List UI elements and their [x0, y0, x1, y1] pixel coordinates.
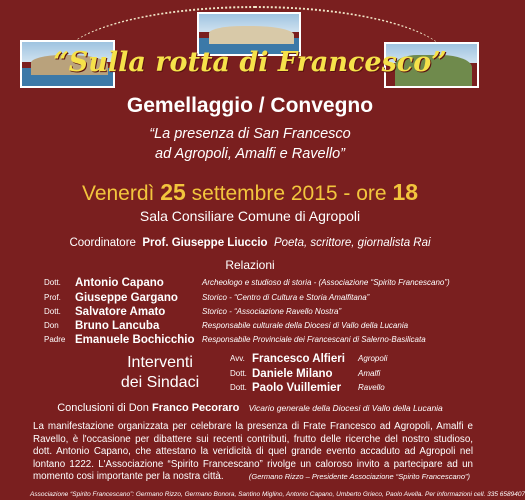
speaker-title: Prof.: [44, 293, 61, 302]
mayor-row: [230, 353, 490, 367]
interventi-heading-line-2: dei Sindaci: [120, 374, 200, 391]
date-month-year: settembre 2015 - ore: [191, 182, 387, 205]
speaker-role: Storico - “Associazione Ravello Nostra”: [202, 307, 342, 316]
mayor-town: Amalfi: [358, 369, 381, 378]
speaker-row: [0, 334, 500, 348]
speaker-row: [0, 292, 500, 306]
signature: (Germano Rizzo – Presidente Associazione “Spirito Francescano”): [248, 472, 470, 481]
relazioni-heading: Relazioni: [225, 258, 275, 272]
speaker-title: Dott.: [44, 307, 61, 316]
coordinator-label: Coordinatore: [69, 237, 136, 249]
date-day-name: Venerdì: [81, 182, 155, 205]
speaker-title: Don: [44, 321, 59, 330]
speaker-name: Salvatore Amato: [75, 306, 166, 318]
mayor-row: [230, 368, 490, 382]
footer-credits: Associazione “Spirito Francescano”: Germano Rizzo, Germano Bonora, Santino Miglino, Antonio Capano, Umberto Grieco, Paolo Avella. Per informazioni cell. 335 6589407: [30, 491, 525, 498]
date-hour: 18: [392, 179, 419, 205]
speaker-row: [0, 277, 500, 291]
speaker-name: Antonio Capano: [75, 277, 164, 289]
speaker-name: Bruno Lancuba: [75, 320, 160, 332]
speaker-title: Padre: [44, 335, 66, 344]
event-title: “Sulla rotta di Francesco”: [53, 47, 447, 78]
mayor-town: Ravello: [358, 383, 385, 392]
speaker-row: [0, 320, 500, 334]
speaker-role: Archeologo e studioso di storia - (Associazione “Spirito Francescano”): [202, 278, 450, 287]
speaker-role: Storico - “Centro di Cultura e Storia Amalfitana”: [202, 293, 370, 302]
speaker-role: Responsabile culturale della Diocesi di Vallo della Lucania: [202, 321, 409, 330]
event-venue: Sala Consiliare Comune di Agropoli: [139, 208, 361, 224]
interventi-heading: [110, 353, 210, 393]
mayor-title: Dott.: [230, 369, 247, 378]
mayor-name: Paolo Vuillemier: [252, 382, 342, 394]
mayor-title: Avv.: [230, 354, 245, 363]
mayor-title: Dott.: [230, 383, 247, 392]
coordinator-line: [0, 237, 500, 249]
mayor-name: Francesco Alfieri: [252, 353, 345, 365]
speaker-name: Emanuele Bochicchio: [75, 334, 195, 346]
coordinator-role: Poeta, scrittore, giornalista Rai: [273, 237, 431, 249]
speaker-name: Giuseppe Gargano: [75, 292, 178, 304]
conclusions-line: [0, 402, 500, 414]
mayor-row: [230, 382, 490, 396]
conclusions-prefix: Conclusioni di Don: [57, 402, 149, 414]
interventi-heading-line-1: Interventi: [127, 354, 193, 371]
conclusions-role: Vicario generale della Diocesi di Vallo della Lucania: [248, 403, 443, 413]
mayor-town: Agropoli: [358, 354, 388, 363]
speaker-role: Responsabile Provinciale dei Francescani di Salerno-Basilicata: [202, 335, 426, 344]
coordinator-name: Prof. Giuseppe Liuccio: [142, 237, 268, 249]
speaker-title: Dott.: [44, 278, 61, 287]
speaker-row: [0, 306, 500, 320]
subtitle-line-1: “La presenza di San Francesco: [149, 126, 351, 142]
mayor-name: Daniele Milano: [252, 368, 333, 380]
conclusions-name: Franco Pecoraro: [151, 402, 240, 414]
date-day-number: 25: [160, 179, 186, 205]
subtitle-line-2: ad Agropoli, Amalfi e Ravello”: [155, 146, 345, 162]
event-type-heading: Gemellaggio / Convegno: [126, 94, 374, 117]
event-date: [0, 179, 500, 206]
description-paragraph: La manifestazione organizzata per celebrare la presenza di Frate Francesco ad Agropoli, Amalfi e Ravello, è l'occasione per dibattere sui recenti contributi, frutto delle ricerche del nostro studioso, dott. Antonio Capano, che attestano la veridicità di quel grande evento accaduto ad Agropoli nel lontano 1222. L'Associazione “Spirito Francescano” rivolge un caloroso invito a partecipare ad un momento cosi importante per la nostra città.: [33, 421, 473, 483]
